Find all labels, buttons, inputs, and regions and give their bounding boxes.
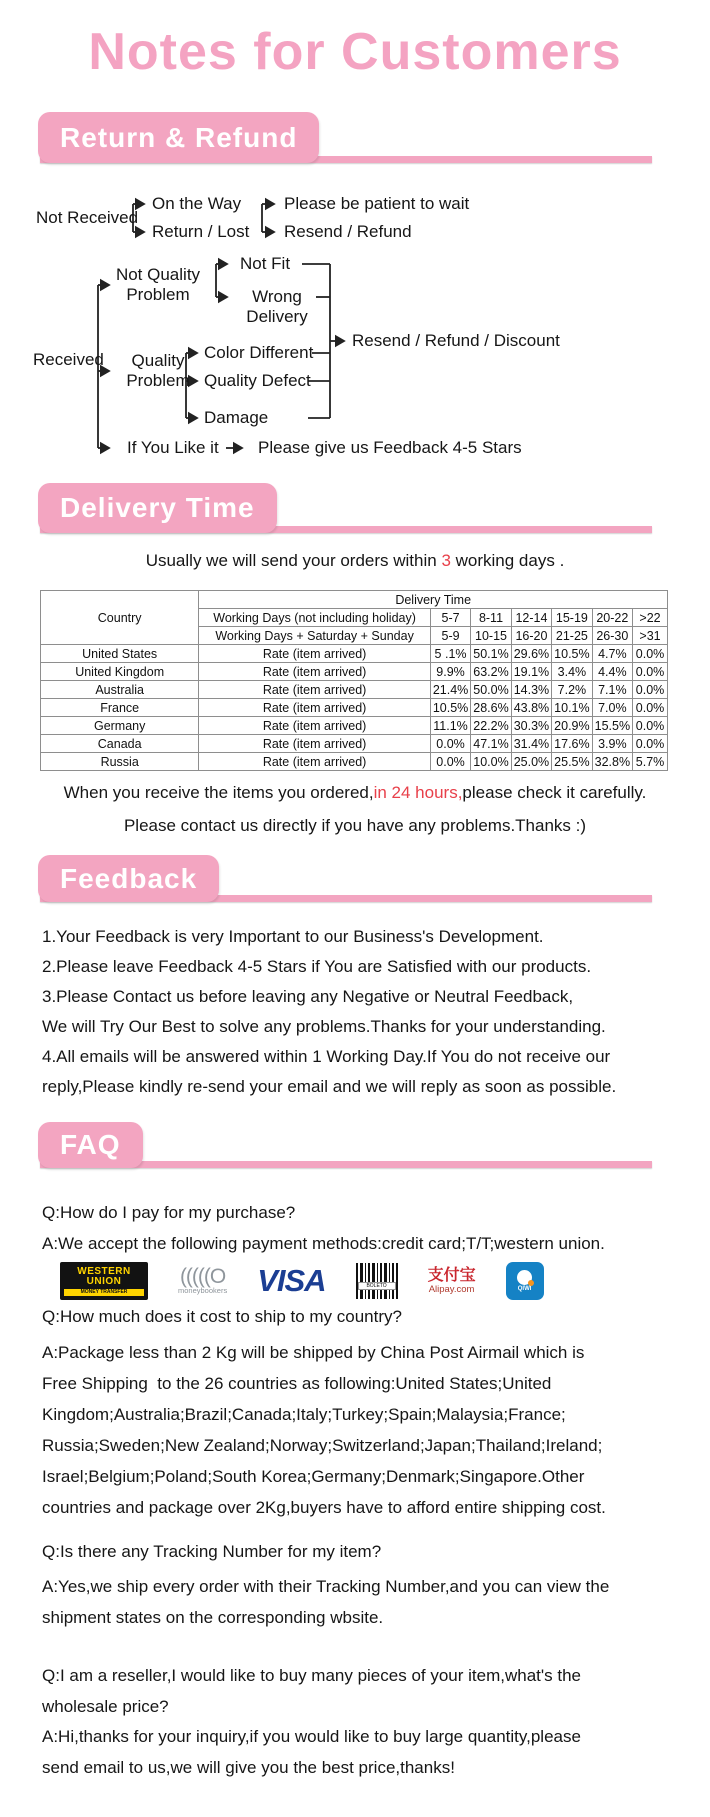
contact-us-note: Please contact us directly if you have any problems.Thanks :) bbox=[123, 816, 587, 835]
rate-value-cell: 0.0% bbox=[633, 699, 668, 717]
rate-value-cell: 0.0% bbox=[633, 663, 668, 681]
rate-value-cell: 25.5% bbox=[552, 753, 592, 771]
alipay-logo bbox=[428, 1267, 476, 1295]
answer-line: countries and package over 2Kg,buyers have to afford entire shipping cost. bbox=[42, 1498, 606, 1517]
visa-logo: VISA bbox=[257, 1263, 326, 1298]
rate-label-cell: Rate (item arrived) bbox=[199, 681, 430, 699]
rate-value-cell: 28.6% bbox=[471, 699, 511, 717]
faq-question-tracking: Q:Is there any Tracking Number for my item? bbox=[42, 1542, 382, 1561]
rate-value-cell: 63.2% bbox=[471, 663, 511, 681]
western-union-strip-text: MONEY TRANSFER bbox=[64, 1289, 145, 1296]
faq-answer-wholesale bbox=[42, 1721, 581, 1783]
feedback-line: 3.Please Contact us before leaving any Negative or Neutral Feedback, bbox=[42, 987, 574, 1006]
qiwi-logo bbox=[506, 1262, 544, 1300]
question-line: Q:I am a reseller,I would like to buy many pieces of your item,what's the bbox=[42, 1666, 581, 1685]
rate-value-cell: 30.3% bbox=[511, 717, 551, 735]
delivery-table-body bbox=[41, 645, 668, 771]
flowchart-node-wrong-delivery: Wrong Delivery bbox=[246, 287, 308, 326]
table-row bbox=[41, 681, 668, 699]
table-row bbox=[41, 753, 668, 771]
answer-line: A:Yes,we ship every order with their Tracking Number,and you can view the bbox=[42, 1577, 610, 1596]
note-pre: When you receive the items you ordered, bbox=[63, 783, 374, 802]
rate-value-cell: 7.0% bbox=[592, 699, 632, 717]
rate-value-cell: 5 .1% bbox=[430, 645, 470, 663]
feedback-list bbox=[42, 922, 616, 1102]
range-cell: 21-25 bbox=[552, 627, 592, 645]
range-cell: >22 bbox=[633, 609, 668, 627]
range-cell: >31 bbox=[633, 627, 668, 645]
flowchart-node-resend-refund-discount: Resend / Refund / Discount bbox=[352, 331, 560, 350]
rate-value-cell: 20.9% bbox=[552, 717, 592, 735]
table-row bbox=[41, 717, 668, 735]
flowchart-node-not-quality-problem: Not Quality Problem bbox=[115, 265, 201, 304]
rate-value-cell: 31.4% bbox=[511, 735, 551, 753]
rate-value-cell: 11.1% bbox=[430, 717, 470, 735]
feedback-line: 4.All emails will be answered within 1 Working Day.If You do not receive our bbox=[42, 1047, 611, 1066]
flowchart-node-feedback-stars: Please give us Feedback 4-5 Stars bbox=[258, 438, 522, 457]
answer-line: Kingdom;Australia;Brazil;Canada;Italy;Turkey;Spain;Malaysia;France; bbox=[42, 1405, 566, 1424]
lead-pre: Usually we will send your orders within bbox=[145, 551, 442, 570]
feedback-line: reply,Please kindly re-send your email and we will reply as soon as possible. bbox=[42, 1077, 617, 1096]
rate-label-cell: Rate (item arrived) bbox=[199, 753, 430, 771]
return-refund-badge: Return & Refund bbox=[38, 112, 319, 163]
faq-question-wholesale bbox=[42, 1660, 581, 1722]
western-union-logo bbox=[60, 1262, 148, 1300]
alipay-chinese-text: 支付宝 bbox=[427, 1267, 476, 1284]
qiwi-disc-icon bbox=[517, 1270, 532, 1285]
rate-value-cell: 7.1% bbox=[592, 681, 632, 699]
dispatch-lead-line bbox=[0, 551, 710, 571]
delivery-time-badge: Delivery Time bbox=[38, 483, 277, 533]
rate-value-cell: 50.1% bbox=[471, 645, 511, 663]
rate-value-cell: 0.0% bbox=[633, 681, 668, 699]
answer-line: send email to us,we will give you the best price,thanks! bbox=[42, 1758, 455, 1777]
rate-value-cell: 0.0% bbox=[633, 717, 668, 735]
rate-value-cell: 22.2% bbox=[471, 717, 511, 735]
rate-label-cell: Rate (item arrived) bbox=[199, 735, 430, 753]
check-carefully-note bbox=[0, 783, 710, 803]
rate-value-cell: 4.4% bbox=[592, 663, 632, 681]
flowchart-node-on-the-way: On the Way bbox=[152, 194, 242, 213]
rate-value-cell: 0.0% bbox=[430, 735, 470, 753]
feedback-badge: Feedback bbox=[38, 855, 219, 902]
flowchart-node-received: Received bbox=[33, 350, 104, 369]
flowchart-node-quality-problem: Quality Problem bbox=[126, 351, 190, 390]
western-union-text: UNION bbox=[86, 1275, 122, 1287]
moneybookers-logo bbox=[178, 1267, 227, 1295]
rate-label-cell: Rate (item arrived) bbox=[199, 717, 430, 735]
payment-methods-row bbox=[60, 1260, 544, 1302]
flowchart-node-damage: Damage bbox=[204, 408, 269, 427]
section-delivery-time bbox=[0, 483, 710, 533]
country-cell: Australia bbox=[41, 681, 199, 699]
feedback-line: 2.Please leave Feedback 4-5 Stars if You are Satisfied with our products. bbox=[42, 957, 592, 976]
country-cell: United Kingdom bbox=[41, 663, 199, 681]
rate-value-cell: 10.5% bbox=[552, 645, 592, 663]
alipay-caption: Alipay.com bbox=[428, 1284, 475, 1295]
rate-value-cell: 0.0% bbox=[430, 753, 470, 771]
rate-value-cell: 50.0% bbox=[471, 681, 511, 699]
range-cell: 10-15 bbox=[471, 627, 511, 645]
answer-line: Russia;Sweden;New Zealand;Norway;Switzerland;Japan;Thailand;Ireland; bbox=[42, 1436, 603, 1455]
rate-value-cell: 14.3% bbox=[511, 681, 551, 699]
boleto-label: BOLETO bbox=[358, 1282, 396, 1290]
range-cell: 12-14 bbox=[511, 609, 551, 627]
note-highlight: in 24 hours, bbox=[373, 783, 463, 802]
rate-value-cell: 21.4% bbox=[430, 681, 470, 699]
range-cell: 5-7 bbox=[430, 609, 470, 627]
section-return-refund bbox=[0, 112, 710, 163]
rate-value-cell: 17.6% bbox=[552, 735, 592, 753]
flowchart-node-quality-defect: Quality Defect bbox=[204, 371, 311, 390]
qiwi-caption: QIWI bbox=[517, 1285, 532, 1292]
rate-value-cell: 3.4% bbox=[552, 663, 592, 681]
feedback-line: We will Try Our Best to solve any problems.Thanks for your understanding. bbox=[42, 1017, 606, 1036]
rate-value-cell: 5.7% bbox=[633, 753, 668, 771]
rate-value-cell: 4.7% bbox=[592, 645, 632, 663]
rate-value-cell: 29.6% bbox=[511, 645, 551, 663]
moneybookers-mark: (((((O bbox=[179, 1265, 226, 1288]
boleto-logo bbox=[356, 1263, 398, 1299]
table-row bbox=[41, 663, 668, 681]
table-row bbox=[41, 645, 668, 663]
flowchart-node-be-patient: Please be patient to wait bbox=[284, 194, 470, 213]
rate-value-cell: 0.0% bbox=[633, 735, 668, 753]
range-cell: 26-30 bbox=[592, 627, 632, 645]
country-cell: France bbox=[41, 699, 199, 717]
rate-value-cell: 25.0% bbox=[511, 753, 551, 771]
rate-label-cell: Rate (item arrived) bbox=[199, 663, 430, 681]
faq-question-shipping-cost: Q:How much does it cost to ship to my country? bbox=[42, 1307, 402, 1326]
rate-value-cell: 32.8% bbox=[592, 753, 632, 771]
question-line: wholesale price? bbox=[42, 1697, 169, 1716]
note-post: please check it carefully. bbox=[462, 783, 647, 802]
flowchart-node-return-lost: Return / Lost bbox=[152, 222, 250, 241]
delivery-time-header-cell: Delivery Time bbox=[199, 591, 668, 609]
table-row bbox=[41, 699, 668, 717]
country-cell: United States bbox=[41, 645, 199, 663]
answer-line: Free Shipping to the 26 countries as following:United States;United bbox=[42, 1374, 552, 1393]
working-days-label-cell: Working Days (not including holiday) bbox=[199, 609, 430, 627]
rate-value-cell: 43.8% bbox=[511, 699, 551, 717]
rate-value-cell: 0.0% bbox=[633, 645, 668, 663]
range-cell: 8-11 bbox=[471, 609, 511, 627]
range-cell: 16-20 bbox=[511, 627, 551, 645]
section-feedback bbox=[0, 855, 710, 902]
faq-badge: FAQ bbox=[38, 1122, 143, 1168]
rate-value-cell: 9.9% bbox=[430, 663, 470, 681]
answer-line: shipment states on the corresponding wbsite. bbox=[42, 1608, 384, 1627]
rate-value-cell: 47.1% bbox=[471, 735, 511, 753]
faq-answer-payment: A:We accept the following payment methods:credit card;T/T;western union. bbox=[42, 1234, 605, 1253]
lead-post: working days . bbox=[450, 551, 565, 570]
range-cell: 5-9 bbox=[430, 627, 470, 645]
table-header-row-1 bbox=[41, 591, 668, 609]
faq-answer-tracking bbox=[42, 1571, 609, 1633]
answer-line: A:Hi,thanks for your inquiry,if you would like to buy large quantity,please bbox=[42, 1727, 581, 1746]
flowchart-node-not-received: Not Received bbox=[36, 208, 139, 227]
flowchart-node-color-different: Color Different bbox=[204, 343, 314, 362]
faq-question-payment: Q:How do I pay for my purchase? bbox=[42, 1203, 296, 1222]
country-header-cell: Country bbox=[41, 591, 199, 645]
flowchart-node-not-fit: Not Fit bbox=[240, 254, 291, 273]
rate-value-cell: 3.9% bbox=[592, 735, 632, 753]
western-union-text: WESTERN bbox=[77, 1265, 131, 1277]
working-days-weekend-label-cell: Working Days + Saturday + Sunday bbox=[199, 627, 430, 645]
flowchart-node-resend-refund: Resend / Refund bbox=[284, 222, 412, 241]
country-cell: Germany bbox=[41, 717, 199, 735]
answer-line: A:Package less than 2 Kg will be shipped by China Post Airmail which is bbox=[42, 1343, 585, 1362]
faq-answer-shipping-cost bbox=[42, 1337, 606, 1523]
rate-value-cell: 19.1% bbox=[511, 663, 551, 681]
rate-value-cell: 15.5% bbox=[592, 717, 632, 735]
rate-value-cell: 10.0% bbox=[471, 753, 511, 771]
return-refund-flowchart bbox=[0, 190, 710, 480]
page-title: Notes for Customers bbox=[88, 23, 622, 81]
feedback-line: 1.Your Feedback is very Important to our Business's Development. bbox=[42, 927, 544, 946]
qiwi-flame-icon bbox=[528, 1280, 534, 1286]
range-cell: 20-22 bbox=[592, 609, 632, 627]
moneybookers-caption: moneybookers bbox=[178, 1286, 228, 1295]
country-cell: Canada bbox=[41, 735, 199, 753]
answer-line: Israel;Belgium;Poland;South Korea;Germany;Denmark;Singapore.Other bbox=[42, 1467, 585, 1486]
table-row bbox=[41, 735, 668, 753]
range-cell: 15-19 bbox=[552, 609, 592, 627]
section-faq bbox=[0, 1122, 710, 1168]
country-cell: Russia bbox=[41, 753, 199, 771]
rate-label-cell: Rate (item arrived) bbox=[199, 699, 430, 717]
flowchart-node-if-you-like-it: If You Like it bbox=[127, 438, 219, 457]
rate-value-cell: 10.1% bbox=[552, 699, 592, 717]
rate-value-cell: 10.5% bbox=[430, 699, 470, 717]
lead-highlight: 3 bbox=[441, 551, 451, 570]
rate-value-cell: 7.2% bbox=[552, 681, 592, 699]
rate-label-cell: Rate (item arrived) bbox=[199, 645, 430, 663]
delivery-time-table bbox=[40, 590, 668, 771]
